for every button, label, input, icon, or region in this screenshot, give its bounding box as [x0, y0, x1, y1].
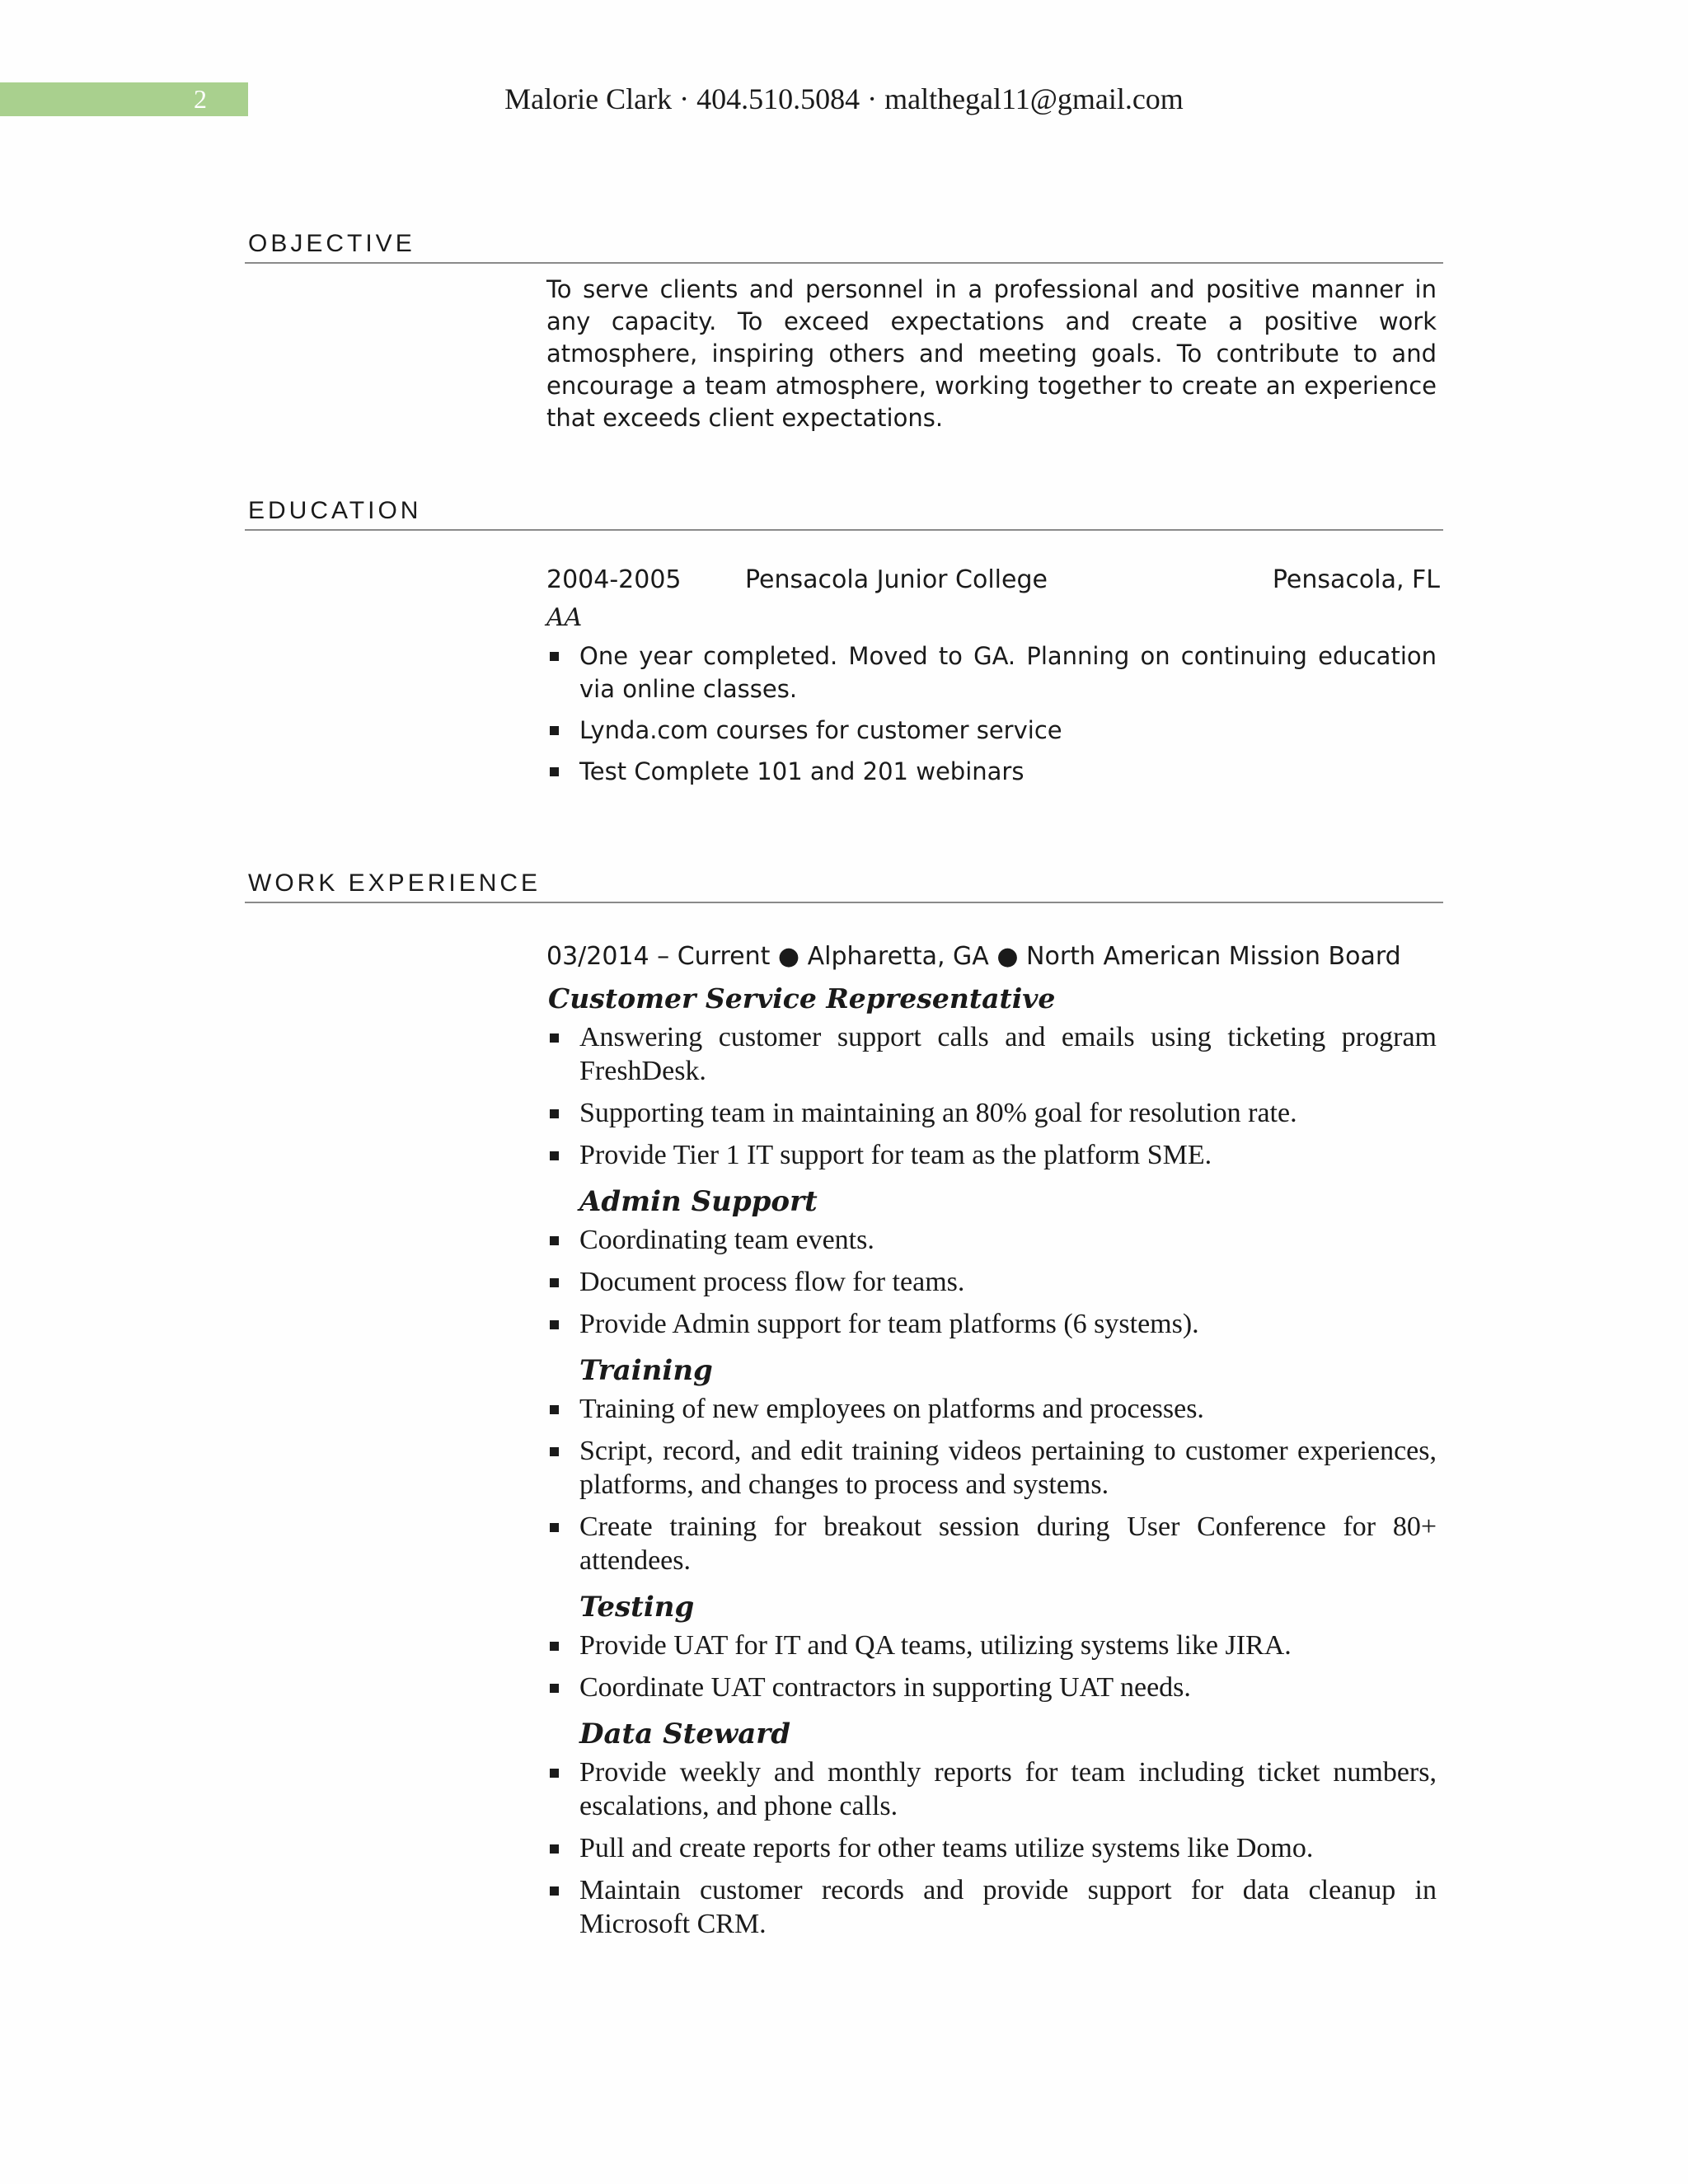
work-experience-heading: WORK EXPERIENCE [245, 867, 1443, 903]
job-summary-line: 03/2014 – Current ● Alpharetta, GA ● North American Mission Board [546, 942, 1401, 971]
list-item: Create training for breakout session during User Conference for 80+ attendees. [546, 1510, 1437, 1577]
objective-heading: OBJECTIVE [245, 227, 1443, 264]
list-item: One year completed. Moved to GA. Planning on continuing education via online classes. [546, 640, 1437, 705]
education-years: 2004-2005 [546, 565, 682, 594]
list-item: Coordinate UAT contractors in supporting UAT needs. [546, 1671, 1437, 1704]
list-item: Lynda.com courses for customer service [546, 714, 1437, 747]
duties-list [546, 1392, 1437, 1577]
list-item: Provide Tier 1 IT support for team as the platform SME. [546, 1138, 1437, 1172]
list-item: Document process flow for teams. [546, 1265, 1437, 1299]
duties-list [546, 1223, 1437, 1341]
duties-list [546, 1755, 1437, 1941]
list-item: Maintain customer records and provide support for data cleanup in Microsoft CRM. [546, 1873, 1437, 1941]
duty-group-title: Admin Support [579, 1185, 818, 1218]
contact-header: Malorie Clark · 404.510.5084 · malthegal11@gmail.com [504, 82, 1184, 115]
list-item: Provide weekly and monthly reports for team including ticket numbers, escalations, and phone calls. [546, 1755, 1437, 1823]
education-bullets [546, 640, 1437, 796]
duties-list [546, 1629, 1437, 1704]
duty-group-title: Data Steward [579, 1718, 790, 1750]
education-heading: EDUCATION [245, 494, 1443, 531]
objective-text: To serve clients and personnel in a professional and positive manner in any capacity. To exceed expectations and create a positive work atmosphere, inspiring others and meeting goals. To contribute to and encourage a team atmosphere, working together to create an experience that exceeds client expectations. [546, 275, 1437, 432]
list-item: Script, record, and edit training videos pertaining to customer experiences, platforms, and changes to process and systems. [546, 1434, 1437, 1502]
list-item: Pull and create reports for other teams utilize systems like Domo. [546, 1831, 1437, 1865]
list-item: Training of new employees on platforms and processes. [546, 1392, 1437, 1426]
list-item: Answering customer support calls and emails using ticketing program FreshDesk. [546, 1020, 1437, 1088]
list-item: Test Complete 101 and 201 webinars [546, 755, 1437, 788]
list-item: Provide Admin support for team platforms (6 systems). [546, 1307, 1437, 1341]
duties-list [546, 1020, 1437, 1172]
education-location: Pensacola, FL [1272, 565, 1440, 594]
duty-group-title: Training [579, 1354, 713, 1387]
education-school: Pensacola Junior College [745, 565, 1048, 594]
job-title: Customer Service Representative [548, 982, 1056, 1015]
list-item: Provide UAT for IT and QA teams, utilizing systems like JIRA. [546, 1629, 1437, 1662]
page-number: 2 [194, 84, 207, 114]
list-item: Coordinating team events. [546, 1223, 1437, 1257]
education-entry-line [546, 564, 1440, 597]
education-degree: AA [546, 603, 583, 632]
job-details [546, 977, 1437, 1949]
list-item: Supporting team in maintaining an 80% goal for resolution rate. [546, 1096, 1437, 1130]
duty-group-title: Testing [579, 1591, 695, 1624]
